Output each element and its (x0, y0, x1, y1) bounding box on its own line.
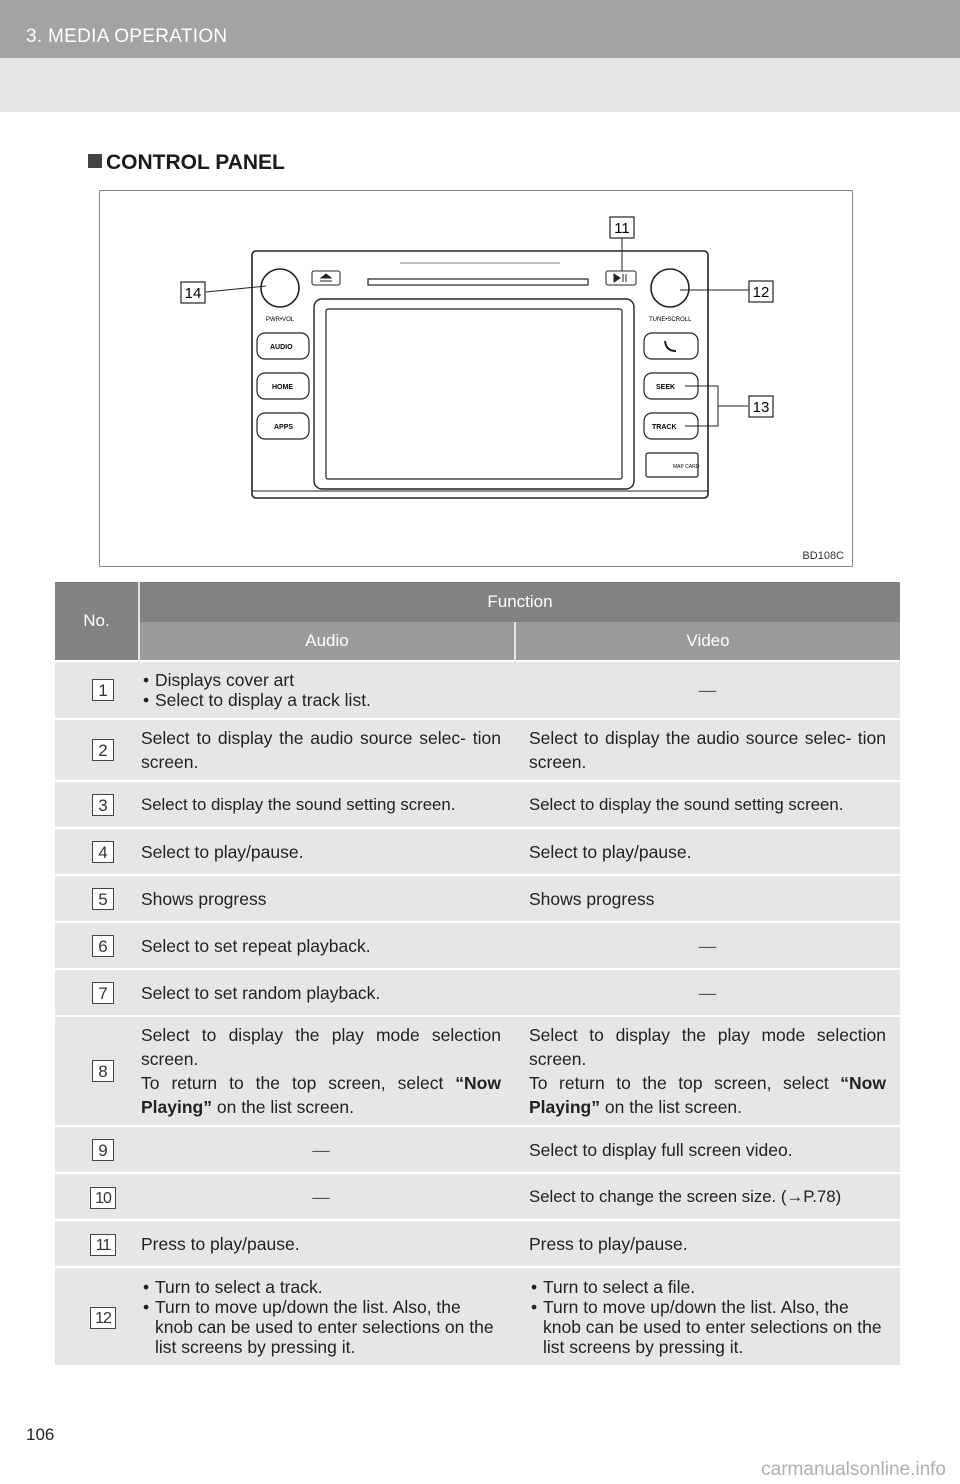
audio-cell: Select to display the play mode selection screen. To return to the top screen, select “Now Playing” on the list screen. (139, 1016, 515, 1126)
row-number: 2 (92, 739, 114, 761)
video-cell: Select to display the audio source selec- tion screen. (515, 719, 900, 781)
video-cell: Select to play/pause. (515, 828, 900, 875)
dash: — (312, 1186, 330, 1207)
audio-button-label: AUDIO (270, 344, 293, 351)
bullet-list (141, 1277, 501, 1357)
audio-cell: Shows progress (139, 875, 515, 922)
home-button-label: HOME (272, 384, 293, 391)
callout-14: 14 (184, 285, 202, 302)
map-card-label: MAP CARD (673, 464, 700, 470)
video-cell: Select to display full screen video. (515, 1126, 900, 1173)
bullet-list (141, 670, 501, 710)
table-row (55, 1267, 900, 1365)
control-panel-illustration (100, 191, 852, 566)
row-number: 8 (92, 1060, 114, 1082)
watermark: carmanualsonline.info (761, 1459, 946, 1480)
callout-13: 13 (752, 399, 770, 416)
row-number: 10 (90, 1187, 116, 1209)
audio-cell: Select to display the sound setting screen. (139, 781, 515, 828)
table-row (55, 1126, 900, 1173)
row-number: 12 (90, 1307, 116, 1329)
row-number: 6 (92, 935, 114, 957)
video-cell: Press to play/pause. (515, 1220, 900, 1267)
table-row (55, 969, 900, 1016)
video-cell: Shows progress (515, 875, 900, 922)
apps-button-label: APPS (274, 424, 294, 431)
seek-button-label: SEEK (656, 384, 676, 391)
video-cell: Select to display the sound setting screen. (515, 781, 900, 828)
table-row (55, 828, 900, 875)
callout-12: 12 (752, 284, 770, 301)
table-row (55, 661, 900, 719)
list-item: • Select to display a track list. (155, 690, 501, 710)
video-cell: Select to change the screen size. (→P.78) (515, 1173, 900, 1220)
dash: — (698, 680, 717, 700)
row-number: 11 (90, 1234, 116, 1256)
header-function: Function (139, 582, 900, 622)
table-row (55, 1016, 900, 1126)
dash: — (698, 935, 717, 956)
figure-code: BD108C (802, 550, 844, 562)
audio-cell: Select to set random playback. (139, 969, 515, 1016)
row-number: 4 (92, 841, 114, 863)
section-label: 3. MEDIA OPERATION (26, 26, 228, 47)
dash: — (312, 1139, 330, 1160)
control-panel-figure (99, 190, 853, 567)
callout-11: 11 (614, 220, 630, 237)
tune-scroll-label: TUNE•SCROLL (649, 317, 692, 323)
square-bullet-icon (88, 154, 102, 168)
table-row (55, 719, 900, 781)
table-row (55, 922, 900, 969)
header-no: No. (55, 582, 139, 661)
list-item: • Turn to select a file. (543, 1277, 886, 1297)
row-number: 7 (92, 982, 114, 1004)
list-item: • Turn to select a track. (155, 1277, 501, 1297)
bullet-list (529, 1277, 886, 1357)
function-table (55, 582, 900, 1365)
header-bar (0, 0, 960, 58)
audio-cell: Select to display the audio source selec- tion screen. (139, 719, 515, 781)
row-number: 3 (92, 794, 114, 816)
table-row (55, 1173, 900, 1220)
video-cell: Select to display the play mode selection screen. To return to the top screen, select “Now Playing” on the list screen. (515, 1016, 900, 1126)
list-item: • Displays cover art (155, 670, 501, 690)
table-row (55, 781, 900, 828)
track-button-label: TRACK (652, 424, 677, 431)
header-video: Video (515, 622, 900, 661)
pwr-vol-label: PWR•VOL (266, 317, 295, 323)
row-number: 1 (92, 679, 114, 701)
row-number: 9 (92, 1139, 114, 1161)
audio-cell: Press to play/pause. (139, 1220, 515, 1267)
list-item: • Turn to move up/down the list. Also, the knob can be used to enter selections on the list screens by pressing it. (543, 1297, 886, 1357)
row-number: 5 (92, 888, 114, 910)
table-row (55, 875, 900, 922)
header-audio: Audio (139, 622, 515, 661)
page-number: 106 (26, 1425, 55, 1444)
audio-cell: Select to play/pause. (139, 828, 515, 875)
audio-cell: Select to set repeat playback. (139, 922, 515, 969)
dash: — (698, 982, 717, 1003)
list-item: • Turn to move up/down the list. Also, the knob can be used to enter selections on the list screens by pressing it. (155, 1297, 501, 1357)
table-row (55, 1220, 900, 1267)
page-title: CONTROL PANEL (88, 151, 285, 175)
